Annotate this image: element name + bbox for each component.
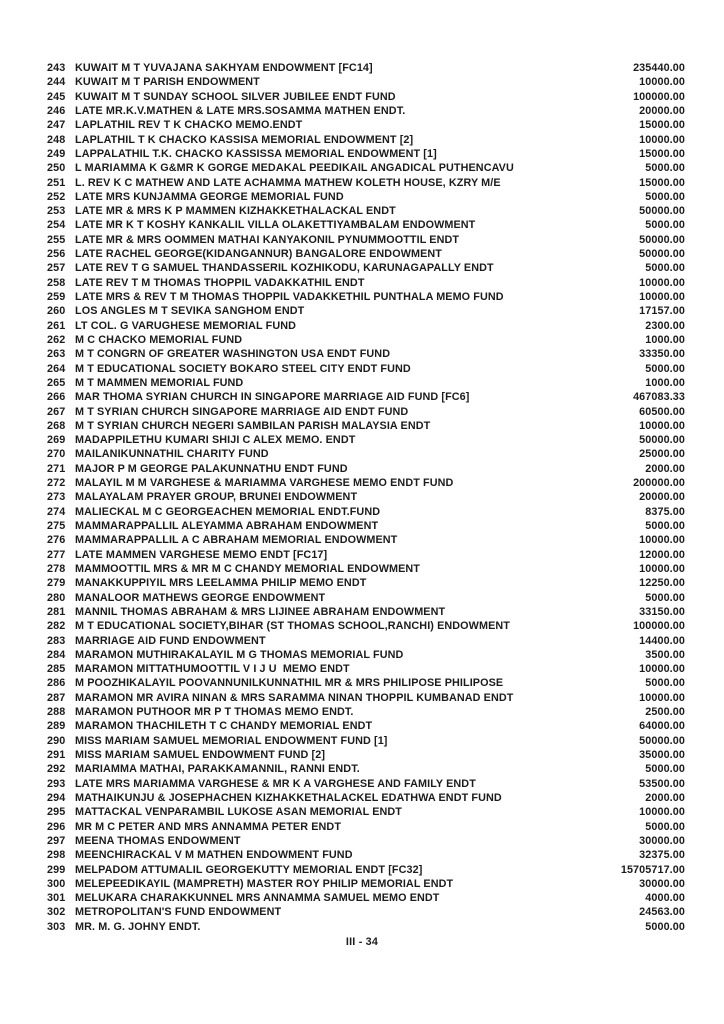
fund-name: M T CONGRN OF GREATER WASHINGTON USA ENDT FUND	[75, 348, 391, 361]
fund-amount: 24563.00	[639, 906, 685, 919]
table-row	[47, 877, 685, 891]
row-number: 273	[47, 491, 66, 504]
fund-amount: 15000.00	[639, 147, 685, 160]
table-row	[47, 891, 685, 905]
row-number: 257	[47, 262, 66, 275]
row-number: 249	[47, 147, 66, 160]
table-row	[47, 605, 685, 619]
row-number: 271	[47, 462, 66, 475]
row-number: 267	[47, 405, 66, 418]
row-number: 284	[47, 648, 66, 661]
row-number: 268	[47, 419, 66, 432]
fund-name: MARAMON PUTHOOR MR P T THOMAS MEMO ENDT.	[75, 706, 354, 719]
row-number: 300	[47, 877, 66, 890]
fund-name: KUWAIT M T YUVAJANA SAKHYAM ENDOWMENT [FC14]	[75, 62, 373, 74]
row-number: 298	[47, 849, 66, 862]
row-number: 277	[47, 548, 66, 561]
fund-name: M C CHACKO MEMORIAL FUND	[75, 333, 243, 346]
fund-amount: 467083.33	[633, 391, 685, 404]
fund-amount: 50000.00	[639, 434, 685, 447]
fund-amount: 1000.00	[645, 333, 685, 346]
table-row	[47, 133, 685, 147]
table-row	[47, 333, 685, 347]
row-number: 259	[47, 291, 66, 303]
row-number: 250	[47, 162, 66, 175]
table-row	[47, 147, 685, 161]
fund-name: M T SYRIAN CHURCH SINGAPORE MARRIAGE AID ENDT FUND	[75, 405, 409, 418]
row-number: 265	[47, 376, 66, 389]
row-number: 287	[47, 691, 66, 704]
row-number: 263	[47, 348, 66, 361]
row-number: 252	[47, 190, 66, 203]
fund-amount: 5000.00	[645, 219, 685, 232]
table-row	[47, 791, 685, 805]
fund-name: MR M C PETER AND MRS ANNAMMA PETER ENDT	[75, 820, 342, 833]
fund-name: LATE MRS KUNJAMMA GEORGE MEMORIAL FUND	[75, 190, 344, 203]
table-row	[47, 390, 685, 404]
table-row	[47, 748, 685, 762]
table-row	[47, 118, 685, 132]
fund-name: LATE MR.K.V.MATHEN & LATE MRS.SOSAMMA MATHEN ENDT.	[75, 104, 406, 117]
row-number: 261	[47, 319, 66, 332]
table-row	[47, 347, 685, 361]
row-number: 279	[47, 577, 66, 590]
fund-amount: 15705717.00	[620, 863, 685, 876]
fund-name: M T EDUCATIONAL SOCIETY,BIHAR (ST THOMAS SCHOOL,RANCHI) ENDOWMENT	[75, 620, 510, 633]
fund-name: MEENA THOMAS ENDOWMENT	[75, 834, 241, 847]
table-row	[47, 405, 685, 419]
row-number: 248	[47, 133, 66, 146]
fund-name: LT COL. G VARUGHESE MEMORIAL FUND	[75, 319, 297, 332]
fund-name: M T EDUCATIONAL SOCIETY BOKARO STEEL CITY ENDT FUND	[75, 362, 411, 375]
fund-amount: 20000.00	[639, 104, 685, 117]
fund-amount: 10000.00	[639, 691, 685, 704]
fund-amount: 25000.00	[639, 448, 685, 461]
table-row	[47, 519, 685, 533]
row-number: 245	[47, 90, 66, 103]
row-number: 262	[47, 333, 66, 346]
fund-name: MARAMON MUTHIRAKALAYIL M G THOMAS MEMORIAL FUND	[75, 648, 404, 661]
table-row	[47, 576, 685, 590]
table-row	[47, 648, 685, 662]
fund-name: MELPADOM ATTUMALIL GEORGEKUTTY MEMORIAL ENDT [FC32]	[75, 863, 423, 876]
fund-amount: 2000.00	[645, 791, 685, 804]
fund-name: LATE MR K T KOSHY KANKALIL VILLA OLAKETTIYAMBALAM ENDOWMENT	[75, 219, 476, 232]
fund-amount: 10000.00	[639, 291, 685, 303]
fund-amount: 35000.00	[639, 749, 685, 761]
row-number: 283	[47, 634, 66, 647]
fund-name: MANALOOR MATHEWS GEORGE ENDOWMENT	[75, 591, 326, 604]
fund-amount: 10000.00	[639, 806, 685, 819]
fund-amount: 15000.00	[639, 176, 685, 189]
fund-amount: 235440.00	[633, 62, 685, 74]
fund-amount: 32375.00	[639, 849, 685, 862]
fund-amount: 10000.00	[639, 133, 685, 146]
fund-name: MAMMARAPPALLIL ALEYAMMA ABRAHAM ENDOWMENT	[75, 520, 379, 532]
fund-name: MELEPEEDIKAYIL (MAMPRETH) MASTER ROY PHILIP MEMORIAL ENDT	[75, 877, 454, 890]
table-row	[47, 304, 685, 318]
fund-amount: 2300.00	[645, 319, 685, 332]
table-row	[47, 705, 685, 719]
table-row	[47, 820, 685, 834]
table-row	[47, 920, 685, 934]
fund-amount: 50000.00	[639, 734, 685, 747]
fund-name: MATTACKAL VENPARAMBIL LUKOSE ASAN MEMORIAL ENDT	[75, 806, 403, 819]
fund-name: MALAYIL M M VARGHESE & MARIAMMA VARGHESE MEMO ENDT FUND	[75, 477, 454, 490]
row-number: 276	[47, 534, 66, 547]
fund-name: LAPLATHIL T K CHACKO KASSISA MEMORIAL ENDOWMENT [2]	[75, 133, 414, 146]
row-number: 254	[47, 219, 66, 232]
fund-name: LATE REV T M THOMAS THOPPIL VADAKKATHIL ENDT	[75, 276, 365, 289]
row-number: 244	[47, 76, 66, 89]
fund-name: MARRIAGE AID FUND ENDOWMENT	[75, 634, 266, 647]
row-number: 289	[47, 720, 66, 733]
fund-amount: 60500.00	[639, 405, 685, 418]
row-number: 258	[47, 276, 66, 289]
fund-name: MAMMARAPPALLIL A C ABRAHAM MEMORIAL ENDOWMENT	[75, 534, 398, 547]
fund-name: MAR THOMA SYRIAN CHURCH IN SINGAPORE MARRIAGE AID FUND [FC6]	[75, 391, 470, 404]
table-row	[47, 233, 685, 247]
fund-amount: 10000.00	[639, 663, 685, 676]
row-number: 299	[47, 863, 66, 876]
table-row	[47, 691, 685, 705]
table-row	[47, 834, 685, 848]
row-number: 256	[47, 248, 66, 261]
fund-amount: 10000.00	[639, 534, 685, 547]
fund-amount: 5000.00	[645, 591, 685, 604]
fund-name: MAJOR P M GEORGE PALAKUNNATHU ENDT FUND	[75, 462, 348, 475]
fund-name: MARAMON MITTATHUMOOTTIL V I J U MEMO ENDT	[75, 663, 350, 676]
table-row	[47, 719, 685, 733]
fund-amount: 64000.00	[639, 720, 685, 733]
table-row	[47, 218, 685, 232]
fund-amount: 10000.00	[639, 76, 685, 89]
fund-name: MAMMOOTTIL MRS & MR M C CHANDY MEMORIAL ENDOWMENT	[75, 562, 420, 575]
row-number: 301	[47, 892, 66, 905]
row-number: 274	[47, 505, 66, 518]
fund-name: LATE RACHEL GEORGE(KIDANGANNUR) BANGALORE ENDOWMENT	[75, 248, 442, 261]
fund-name: MAILANIKUNNATHIL CHARITY FUND	[75, 448, 269, 461]
fund-amount: 2500.00	[645, 706, 685, 719]
table-row	[47, 247, 685, 261]
fund-name: MELUKARA CHARAKKUNNEL MRS ANNAMMA SAMUEL MEMO ENDT	[75, 892, 440, 905]
fund-name: MISS MARIAM SAMUEL MEMORIAL ENDOWMENT FUND [1]	[75, 734, 388, 747]
fund-amount: 10000.00	[639, 419, 685, 432]
fund-amount: 8375.00	[645, 505, 685, 518]
table-row	[47, 176, 685, 190]
fund-amount: 50000.00	[639, 233, 685, 246]
fund-amount: 5000.00	[645, 677, 685, 690]
table-row	[47, 619, 685, 633]
fund-amount: 33350.00	[639, 348, 685, 361]
row-number: 243	[47, 62, 66, 74]
row-number: 302	[47, 906, 66, 919]
fund-amount: 53500.00	[639, 777, 685, 790]
fund-name: M T SYRIAN CHURCH NEGERI SAMBILAN PARISH MALAYSIA ENDT	[75, 419, 431, 432]
table-row	[47, 662, 685, 676]
table-row	[47, 419, 685, 433]
fund-amount: 5000.00	[645, 262, 685, 275]
table-row	[47, 676, 685, 690]
fund-name: MANNIL THOMAS ABRAHAM & MRS LIJINEE ABRAHAM ENDOWMENT	[75, 605, 446, 618]
fund-amount: 1000.00	[645, 376, 685, 389]
table-row	[47, 462, 685, 476]
fund-name: METROPOLITAN'S FUND ENDOWMENT	[75, 906, 282, 919]
fund-amount: 50000.00	[639, 248, 685, 261]
page-number: III - 34	[345, 936, 379, 948]
table-row	[47, 490, 685, 504]
table-row	[47, 75, 685, 89]
fund-amount: 30000.00	[639, 877, 685, 890]
row-number: 266	[47, 391, 66, 404]
row-number: 303	[47, 920, 66, 933]
fund-name: LATE REV T G SAMUEL THANDASSERIL KOZHIKODU, KARUNAGAPALLY ENDT	[75, 262, 494, 275]
fund-name: MATHAIKUNJU & JOSEPHACHEN KIZHAKKETHALACKEL EDATHWA ENDT FUND	[75, 791, 502, 804]
table-row	[47, 548, 685, 562]
table-row	[47, 848, 685, 862]
row-number: 288	[47, 706, 66, 719]
table-row	[47, 591, 685, 605]
fund-amount: 50000.00	[639, 205, 685, 218]
table-row	[47, 204, 685, 218]
fund-name: LATE MR & MRS OOMMEN MATHAI KANYAKONIL PYNUMMOOTTIL ENDT	[75, 233, 460, 246]
table-row	[47, 319, 685, 333]
fund-amount: 2000.00	[645, 462, 685, 475]
fund-name: MALIECKAL M C GEORGEACHEN MEMORIAL ENDT.FUND	[75, 505, 381, 518]
fund-name: L MARIAMMA K G&MR K GORGE MEDAKAL PEEDIKAIL ANGADICAL PUTHENCAVU	[75, 162, 514, 175]
row-number: 270	[47, 448, 66, 461]
fund-amount: 5000.00	[645, 190, 685, 203]
row-number: 295	[47, 806, 66, 819]
row-number: 282	[47, 620, 66, 633]
row-number: 272	[47, 477, 66, 490]
row-number: 253	[47, 205, 66, 218]
fund-name: MEENCHIRACKAL V M MATHEN ENDOWMENT FUND	[75, 849, 353, 862]
fund-name: LAPLATHIL REV T K CHACKO MEMO.ENDT	[75, 119, 303, 132]
row-number: 264	[47, 362, 66, 375]
table-row	[47, 61, 685, 75]
row-number: 275	[47, 520, 66, 532]
table-row	[47, 261, 685, 275]
table-row	[47, 805, 685, 819]
table-row	[47, 905, 685, 919]
fund-name: MISS MARIAM SAMUEL ENDOWMENT FUND [2]	[75, 749, 326, 761]
table-row	[47, 290, 685, 304]
table-row	[47, 190, 685, 204]
fund-name: LOS ANGLES M T SEVIKA SANGHOM ENDT	[75, 305, 305, 318]
fund-amount: 12250.00	[639, 577, 685, 590]
fund-amount: 33150.00	[639, 605, 685, 618]
endowment-fund-list	[47, 61, 685, 934]
fund-amount: 12000.00	[639, 548, 685, 561]
table-row	[47, 762, 685, 776]
table-row	[47, 161, 685, 175]
fund-amount: 5000.00	[645, 920, 685, 933]
row-number: 280	[47, 591, 66, 604]
table-row	[47, 433, 685, 447]
row-number: 285	[47, 663, 66, 676]
table-row	[47, 505, 685, 519]
row-number: 297	[47, 834, 66, 847]
fund-amount: 100000.00	[633, 620, 685, 633]
row-number: 290	[47, 734, 66, 747]
fund-amount: 15000.00	[639, 119, 685, 132]
fund-amount: 200000.00	[633, 477, 685, 490]
row-number: 292	[47, 763, 66, 776]
fund-amount: 10000.00	[639, 276, 685, 289]
table-row	[47, 376, 685, 390]
fund-amount: 17157.00	[639, 305, 685, 318]
fund-amount: 20000.00	[639, 491, 685, 504]
table-row	[47, 447, 685, 461]
table-row	[47, 90, 685, 104]
fund-name: M T MAMMEN MEMORIAL FUND	[75, 376, 244, 389]
fund-amount: 5000.00	[645, 162, 685, 175]
table-row	[47, 533, 685, 547]
fund-amount: 5000.00	[645, 763, 685, 776]
table-row	[47, 362, 685, 376]
row-number: 281	[47, 605, 66, 618]
fund-amount: 5000.00	[645, 520, 685, 532]
fund-amount: 5000.00	[645, 362, 685, 375]
row-number: 293	[47, 777, 66, 790]
fund-name: LATE MRS & REV T M THOMAS THOPPIL VADAKKETHIL PUNTHALA MEMO FUND	[75, 291, 504, 303]
row-number: 269	[47, 434, 66, 447]
row-number: 296	[47, 820, 66, 833]
fund-amount: 100000.00	[633, 90, 685, 103]
fund-name: MARAMON THACHILETH T C CHANDY MEMORIAL ENDT	[75, 720, 373, 733]
row-number: 294	[47, 791, 66, 804]
row-number: 246	[47, 104, 66, 117]
table-row	[47, 562, 685, 576]
fund-name: LATE MAMMEN VARGHESE MEMO ENDT [FC17]	[75, 548, 328, 561]
table-row	[47, 634, 685, 648]
fund-amount: 10000.00	[639, 562, 685, 575]
fund-amount: 5000.00	[645, 820, 685, 833]
fund-amount: 14400.00	[639, 634, 685, 647]
row-number: 260	[47, 305, 66, 318]
fund-name: LAPPALATHIL T.K. CHACKO KASSISSA MEMORIAL ENDOWMENT [1]	[75, 147, 437, 160]
fund-amount: 4000.00	[645, 892, 685, 905]
fund-name: MADAPPILETHU KUMARI SHIJI C ALEX MEMO. ENDT	[75, 434, 356, 447]
table-row	[47, 777, 685, 791]
fund-name: LATE MRS MARIAMMA VARGHESE & MR K A VARGHESE AND FAMILY ENDT	[75, 777, 476, 790]
row-number: 251	[47, 176, 66, 189]
fund-name: MALAYALAM PRAYER GROUP, BRUNEI ENDOWMENT	[75, 491, 358, 504]
table-row	[47, 276, 685, 290]
row-number: 255	[47, 233, 66, 246]
fund-name: MARIAMMA MATHAI, PARAKKAMANNIL, RANNI ENDT.	[75, 763, 360, 776]
fund-name: KUWAIT M T PARISH ENDOWMENT	[75, 76, 260, 89]
table-row	[47, 104, 685, 118]
fund-name: KUWAIT M T SUNDAY SCHOOL SILVER JUBILEE ENDT FUND	[75, 90, 396, 103]
row-number: 247	[47, 119, 66, 132]
row-number: 286	[47, 677, 66, 690]
table-row	[47, 863, 685, 877]
fund-name: MARAMON MR AVIRA NINAN & MRS SARAMMA NINAN THOPPIL KUMBANAD ENDT	[75, 691, 514, 704]
table-row	[47, 476, 685, 490]
row-number: 278	[47, 562, 66, 575]
fund-amount: 3500.00	[645, 648, 685, 661]
fund-name: MANAKKUPPIYIL MRS LEELAMMA PHILIP MEMO ENDT	[75, 577, 367, 590]
fund-name: L. REV K C MATHEW AND LATE ACHAMMA MATHEW KOLETH HOUSE, KZRY M/E	[75, 176, 501, 189]
row-number: 291	[47, 749, 66, 761]
table-row	[47, 734, 685, 748]
fund-name: M POOZHIKALAYIL POOVANNUNILKUNNATHIL MR & MRS PHILIPOSE PHILIPOSE	[75, 677, 504, 690]
fund-amount: 30000.00	[639, 834, 685, 847]
fund-name: MR. M. G. JOHNY ENDT.	[75, 920, 201, 933]
fund-name: LATE MR & MRS K P MAMMEN KIZHAKKETHALACKAL ENDT	[75, 205, 396, 218]
